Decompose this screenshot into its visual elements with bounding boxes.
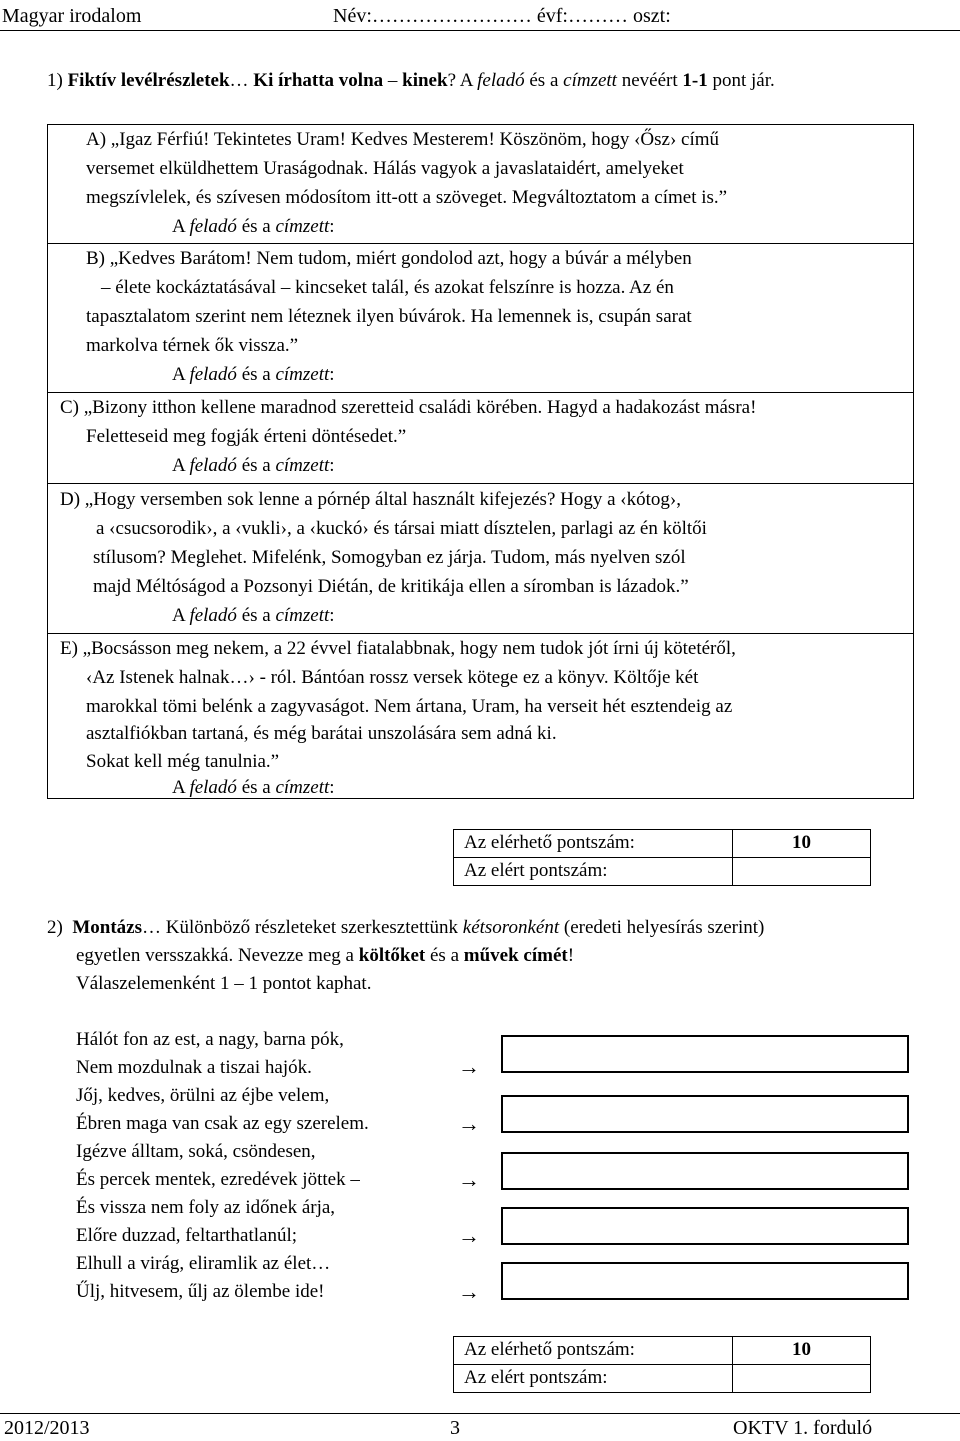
letter-b-line: markolva térnek ők vissza.” — [86, 335, 299, 356]
task2-title: Montázs — [72, 917, 142, 938]
letter-e-line: marokkal tömi belénk a zagyvaságot. Nem ártana, Uram, ha verseit hét esztendeig az — [86, 696, 733, 717]
letter-e-line: Sokat kell még tanulnia.” — [86, 751, 280, 772]
arrow-right-icon: → — [458, 1223, 480, 1248]
page-footer — [0, 1413, 960, 1441]
verse-line: Hálót fon az est, a nagy, barna pók, — [76, 1029, 344, 1050]
answer-prompt-d: A feladó és a címzett: — [172, 605, 335, 626]
answer-prompt-a: A feladó és a címzett: — [172, 216, 335, 237]
verse-line: Igézve álltam, soká, csöndesen, — [76, 1141, 316, 1162]
achieved-score-input[interactable] — [733, 1365, 871, 1393]
page-number: 3 — [450, 1417, 460, 1439]
divider — [48, 633, 913, 634]
task2-instructions: egyetlen versszakká. Nevezze meg a költőket és a művek címét! — [76, 945, 575, 966]
arrow-right-icon: → — [458, 1111, 480, 1136]
school-year: 2012/2013 — [4, 1417, 90, 1439]
letter-e-line: asztalfiókban tartaná, és még barátai unszolására sem adná ki. — [86, 723, 557, 744]
letter-d-line: a ‹csucsorodik›, a ‹vukli›, a ‹kuckó› és társai miatt dísztelen, parlagi az én költői — [96, 518, 707, 539]
arrow-right-icon: → — [458, 1054, 480, 1079]
letter-d-line: majd Méltóságod a Pozsonyi Diétán, de kritikája ellen a síromban is lázadok.” — [93, 576, 689, 597]
answer-box[interactable] — [501, 1035, 909, 1073]
verse-line: Elhull a virág, eliramlik az élet… — [76, 1253, 331, 1274]
letter-b-line: B) „Kedves Barátom! Nem tudom, miért gondolod azt, hogy a búvár a mélyben — [86, 248, 692, 269]
letter-b-line: tapasztalatom szerint nem léteznek ilyen búvárok. Ha lemennek is, csupán sarat — [86, 306, 692, 327]
max-score-label: Az elérhető pontszám: — [454, 1337, 733, 1365]
letter-e-line: ‹Az Istenek halnak…› - ról. Bántóan rossz versek kötege ez a könyv. Költője két — [86, 667, 699, 688]
name-class-field: Név:…………………… évf:……… oszt: — [333, 5, 671, 27]
answer-box[interactable] — [501, 1095, 909, 1133]
task1-score-table — [453, 829, 871, 886]
letter-d-line: D) „Hogy versemben sok lenne a pórnép által használt kifejezés? Hogy a ‹kótog›, — [60, 489, 681, 510]
achieved-score-label: Az elért pontszám: — [454, 1365, 733, 1393]
divider — [48, 392, 913, 393]
letters-box — [47, 124, 914, 799]
verse-line: Űlj, hitvesem, űlj az ölembe ide! — [76, 1281, 325, 1302]
max-score-value: 10 — [733, 1337, 871, 1365]
letter-c-line: C) „Bizony itthon kellene maradnod szeretteid családi körében. Hagyd a hadakozást másra! — [60, 397, 757, 418]
achieved-score-label: Az elért pontszám: — [454, 858, 733, 886]
achieved-score-input[interactable] — [733, 858, 871, 886]
answer-prompt-b: A feladó és a címzett: — [172, 364, 335, 385]
verse-line: Nem mozdulnak a tiszai hajók. — [76, 1057, 312, 1078]
answer-prompt-c: A feladó és a címzett: — [172, 455, 335, 476]
answer-prompt-e: A feladó és a címzett: — [172, 777, 335, 798]
divider — [48, 243, 913, 244]
task1-heading: 1) Fiktív levélrészletek… Ki írhatta volna – kinek? A feladó és a címzett nevéért 1-1 pont jár. — [47, 70, 775, 91]
verse-line: Előre duzzad, feltarthatlanúl; — [76, 1225, 298, 1246]
letter-a-line: A) „Igaz Férfiú! Tekintetes Uram! Kedves Mesterem! Köszönöm, hogy ‹Ősz› című — [86, 129, 720, 150]
letter-d-line: stílusom? Meglehet. Mifelénk, Somogyban ez járja. Tudom, más nyelven szól — [93, 547, 686, 568]
answer-box[interactable] — [501, 1152, 909, 1190]
verse-line: És percek mentek, ezredévek jöttek – — [76, 1169, 360, 1190]
arrow-right-icon: → — [458, 1167, 480, 1192]
arrow-right-icon: → — [458, 1279, 480, 1304]
letter-c-line: Feletteseid meg fogják érteni döntésedet.” — [86, 426, 407, 447]
competition-round: OKTV 1. forduló — [733, 1417, 873, 1439]
answer-box[interactable] — [501, 1207, 909, 1245]
letter-a-line: versemet elküldhettem Uraságodnak. Hálás vagyok a javaslataidért, amelyeket — [86, 158, 684, 179]
max-score-value: 10 — [733, 830, 871, 858]
letter-a-line: megszívlelek, és szívesen módosítom itt-ott a szöveget. Megváltoztatom a címet is.” — [86, 187, 728, 208]
letter-b-line: – élete kockáztatásával – kincseket talál, és azokat felszínre is hozza. Az én — [101, 277, 674, 298]
verse-line: És vissza nem foly az időnek árja, — [76, 1197, 336, 1218]
task2-score-table — [453, 1336, 871, 1393]
task2-points-note: Válaszelemenként 1 – 1 pontot kaphat. — [76, 973, 372, 994]
page-header — [0, 2, 960, 31]
answer-box[interactable] — [501, 1262, 909, 1300]
max-score-label: Az elérhető pontszám: — [454, 830, 733, 858]
letter-e-line: E) „Bocsásson meg nekem, a 22 évvel fiatalabbnak, hogy nem tudok jót írni új kötetéről, — [60, 638, 736, 659]
verse-line: Jőj, kedves, örülni az éjbe velem, — [76, 1085, 330, 1106]
verse-line: Ébren maga van csak az egy szerelem. — [76, 1113, 369, 1134]
task2-heading: 2) Montázs… Különböző részleteket szerkesztettünk kétsoronként (eredeti helyesírás szerint) — [47, 917, 765, 938]
divider — [48, 483, 913, 484]
task1-title: Fiktív levélrészletek — [67, 70, 230, 91]
subject-title: Magyar irodalom — [2, 5, 142, 27]
